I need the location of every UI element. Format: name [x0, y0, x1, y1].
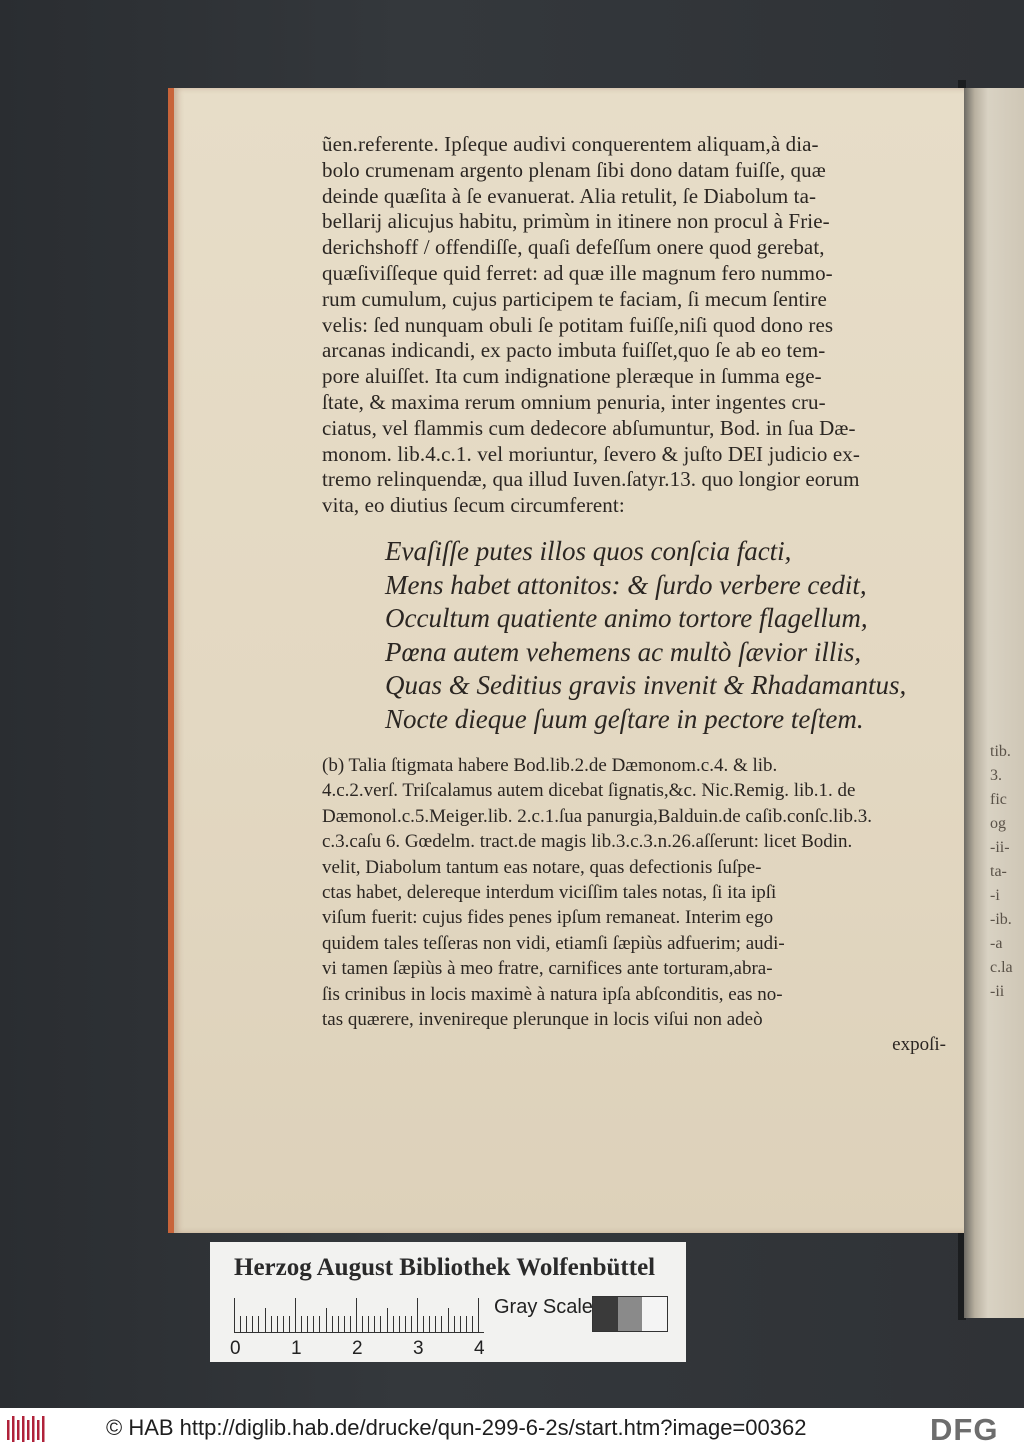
bleed-fragment: c.la	[990, 959, 1013, 976]
ruler-tick	[472, 1316, 473, 1332]
footnote-line: tas quærere, invenireque plerunque in locis viſui non adeò	[322, 1009, 763, 1031]
catchword: expoſi-	[892, 1034, 946, 1056]
main-text	[322, 132, 952, 519]
viewer-footer	[0, 1408, 1024, 1449]
text-line: rum cumulum, cujus participem te faciam, ſi mecum ſentire	[322, 286, 827, 311]
ruler-tick	[405, 1316, 406, 1332]
scale-number: 4	[474, 1338, 485, 1359]
verse-line: Evaſiſſe putes illos quos conſcia facti,	[385, 536, 792, 566]
hab-logo-icon	[6, 1414, 46, 1444]
ruler-tick	[374, 1316, 375, 1332]
ruler-tick	[368, 1316, 369, 1332]
verse-line: Mens habet attonitos: & ſurdo verbere cedit,	[385, 569, 867, 600]
text-line: ũen.referente. Ipſeque audivi conquerentem aliquam,à dia-	[322, 132, 819, 156]
ruler-tick	[295, 1298, 296, 1332]
footnote-line: ctas habet, delereque interdum viciſſim tales notas, ſi ita ipſi	[322, 882, 777, 904]
ruler-tick	[460, 1316, 461, 1332]
bleed-fragment: -ii-	[990, 839, 1010, 856]
footnote-line: c.3.caſu 6. Gœdelm. tract.de magis lib.3.c.3.n.26.aſſerunt: licet Bodin.	[322, 831, 853, 853]
text-line: velis: ſed nunquam obuli ſe potitam fuiſſe,niſi quod dono res	[322, 312, 834, 337]
ruler-tick	[411, 1316, 412, 1332]
ruler-tick	[338, 1316, 339, 1332]
bleed-fragment: -a	[990, 935, 1003, 952]
ruler-tick	[332, 1316, 333, 1332]
text-line: arcanas indicandi, ex pacto imbuta fuiſſet,quo ſe ab eo tem-	[322, 338, 826, 363]
scale-number: 3	[413, 1338, 424, 1359]
gray-swatch-dark	[593, 1297, 618, 1331]
library-label-card	[210, 1242, 686, 1362]
copyright-url[interactable]: © HAB http://diglib.hab.de/drucke/qun-299-6-2s/start.htm?image=00362	[106, 1415, 807, 1440]
ruler-tick	[350, 1316, 351, 1332]
bleed-fragment: 3.	[990, 767, 1002, 784]
ruler-tick	[380, 1316, 381, 1332]
bleed-fragment: -ib.	[990, 911, 1012, 928]
text-line: ciatus, vel flammis cum dedecore abſumuntur, Bod. in ſua Dæ-	[322, 415, 856, 440]
verse-quotation	[385, 535, 906, 737]
ruler-tick	[454, 1316, 455, 1332]
facing-page-text-fragments	[990, 740, 1024, 1120]
ruler-tick	[252, 1316, 253, 1332]
facing-page-edge	[964, 88, 1024, 1318]
ruler-tick	[271, 1316, 272, 1332]
verse-line: Occultum quatiente animo tortore flagellum,	[385, 603, 868, 634]
ruler-tick	[344, 1316, 345, 1332]
ruler-tick	[289, 1316, 290, 1332]
scale-number: 1	[291, 1338, 302, 1359]
ruler-tick	[240, 1316, 241, 1332]
gray-scale-label: Gray Scale	[494, 1296, 593, 1318]
ruler-tick	[362, 1316, 363, 1332]
gray-swatch-mid	[618, 1297, 643, 1331]
gray-scale-swatches	[592, 1296, 668, 1332]
ruler-tick	[319, 1316, 320, 1332]
text-line: pore aluiſſet. Ita cum indignatione pleræque in ſumma ege-	[322, 364, 822, 389]
ruler-tick	[387, 1308, 388, 1332]
text-line: tremo relinquendæ, qua illud Iuven.ſatyr.13. quo longior eorum	[322, 467, 860, 492]
text-line: bellarij alicujus habitu, primùm in itinere non procul à Frie-	[322, 209, 830, 234]
ruler-tick	[313, 1316, 314, 1332]
ruler-tick	[356, 1298, 357, 1332]
text-line: monom. lib.4.c.1. vel moriuntur, ſevero & juſto DEI judicio ex-	[322, 441, 860, 466]
footnote-line: 4.c.2.verſ. Triſcalamus autem dicebat ſignatis,&c. Nic.Remig. lib.1. de	[322, 780, 856, 802]
verse-line: Pœna autem vehemens ac multò ſævior illis,	[385, 636, 862, 667]
text-line: quæſiviſſeque quid ferret: ad quæ ille magnum fero nummo-	[322, 260, 833, 285]
bleed-fragment: og	[990, 815, 1006, 832]
footnote-line: vi tamen ſæpiùs à meo fratre, carnifices ante torturam,abra-	[322, 958, 773, 980]
bleed-fragment: ta-	[990, 863, 1007, 880]
footnote-line: (b) Talia ſtigmata habere Bod.lib.2.de Dæmonom.c.4. & lib.	[322, 755, 778, 776]
bleed-fragment: -ii	[990, 983, 1005, 1000]
bleed-fragment: -i	[990, 887, 1000, 904]
bleed-fragment: tib.	[990, 743, 1011, 760]
bleed-fragment: fic	[990, 791, 1007, 808]
ruler-tick	[301, 1316, 302, 1332]
scale-ruler	[234, 1298, 484, 1333]
ruler-tick	[441, 1316, 442, 1332]
footnote-line: viſum fuerit: cujus fides penes ipſum remaneat. Interim ego	[322, 907, 774, 929]
ruler-tick	[234, 1298, 235, 1332]
library-name: Herzog August Bibliothek Wolfenbüttel	[234, 1254, 656, 1281]
ruler-tick	[265, 1308, 266, 1332]
ruler-tick	[448, 1308, 449, 1332]
text-line: bolo crumenam argento plenam ſibi dono datam fuiſſe, quæ	[322, 157, 826, 182]
ruler-tick	[246, 1316, 247, 1332]
footnote-lines	[322, 753, 952, 1032]
footnote-line: quidem tales teſſeras non vidi, etiamſi ſæpiùs adfuerim; audi-	[322, 932, 785, 954]
dfg-logo: DFG	[930, 1412, 999, 1447]
text-line: deinde quæſita à ſe evanuerat. Alia retulit, ſe Diabolum ta-	[322, 183, 817, 208]
verse-line: Nocte dieque ſuum geſtare in pectore teſtem.	[385, 703, 864, 734]
ruler-tick	[435, 1316, 436, 1332]
text-line: ſtate, & maxima rerum omnium penuria, inter ingentes cru-	[322, 389, 826, 414]
ruler-tick	[283, 1316, 284, 1332]
ruler-tick	[393, 1316, 394, 1332]
ruler-tick	[258, 1316, 259, 1332]
ruler-tick	[429, 1316, 430, 1332]
gray-swatch-light	[642, 1297, 667, 1331]
verse-line: Quas & Seditius gravis invenit & Rhadamantus,	[385, 670, 907, 701]
ruler-tick	[478, 1298, 479, 1332]
footnote-text	[322, 753, 952, 1058]
ruler-tick	[399, 1316, 400, 1332]
scale-number: 0	[230, 1338, 241, 1359]
text-line: derichshoff / offendiſſe, quaſi defeſſum onere quod gerebat,	[322, 235, 825, 260]
ruler-tick	[423, 1316, 424, 1332]
scale-number: 2	[352, 1338, 363, 1359]
text-line: vita, eo diutius ſecum circumferent:	[322, 493, 625, 518]
footnote-line: velit, Diabolum tantum eas notare, quas defectionis ſuſpe-	[322, 856, 762, 878]
footnote-line: ſis crinibus in locis maximè à natura ipſa abſconditis, eas no-	[322, 983, 783, 1005]
ruler-tick	[277, 1316, 278, 1332]
footnote-line: Dæmonol.c.5.Meiger.lib. 2.c.1.ſua panurgia,Balduin.de caſib.conſc.lib.3.	[322, 805, 873, 827]
ruler-tick	[466, 1316, 467, 1332]
ruler-tick	[307, 1316, 308, 1332]
ruler-tick	[326, 1308, 327, 1332]
ruler-tick	[417, 1298, 418, 1332]
